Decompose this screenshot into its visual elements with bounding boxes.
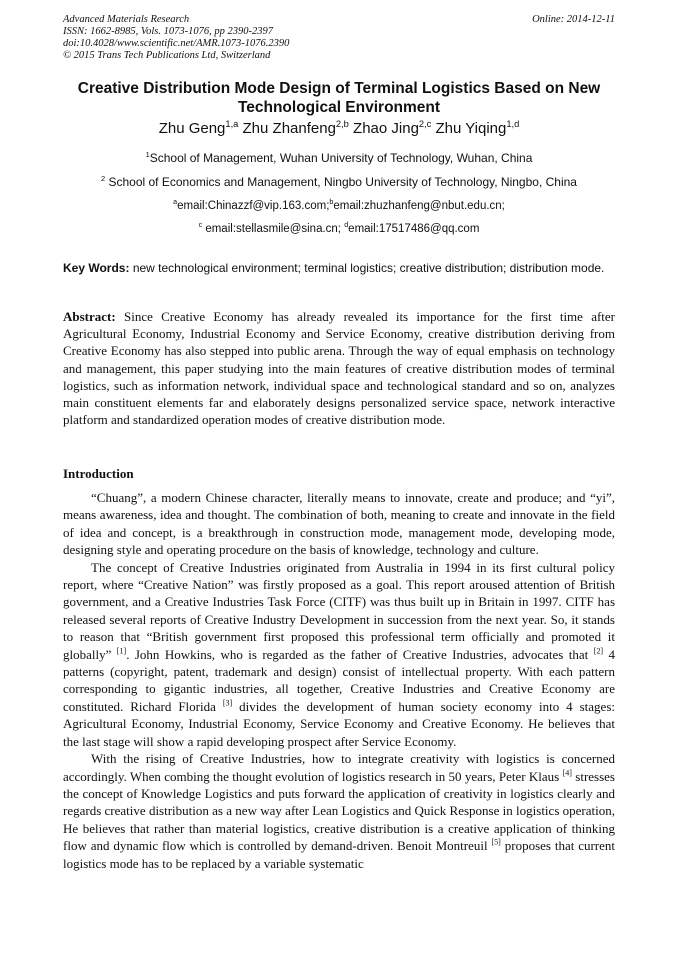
email-address: email:zhuzhanfeng@nbut.edu.cn;	[333, 200, 505, 212]
section-heading: Introduction	[63, 466, 134, 481]
journal-name: Advanced Materials Research	[63, 14, 190, 25]
copyright-line: © 2015 Trans Tech Publications Ltd, Switzerland	[63, 50, 271, 61]
citation: [5]	[491, 837, 501, 847]
email-address: email:stellasmile@sina.cn;	[202, 223, 345, 235]
email-superscript: b	[329, 198, 334, 207]
doi-line: doi:10.4028/www.scientific.net/AMR.1073-1076.2390	[63, 38, 290, 49]
email-superscript: d	[344, 221, 349, 230]
affiliation-2	[63, 175, 615, 189]
author-name: Zhu Zhanfeng	[242, 120, 336, 137]
author-name: Zhu Yiqing	[435, 120, 507, 137]
citation: [4]	[562, 768, 572, 778]
abstract-block	[63, 308, 615, 428]
affiliation-text: School of Management, Wuhan University of Technology, Wuhan, China	[149, 151, 533, 165]
paragraph-text: 4 patterns (copyright, patent, trademark and design) consist of intellectual property. With each pattern corresponding to gigantic industries, all together, Creative Industries and Creative Economy are constituted. Richard Florida	[63, 646, 615, 714]
paragraph-text: divides the development of human society economy into 4 stages: Agricultural Economy, Industrial Economy, Service Economy and Creative Economy. He believes that the last stage will show a rapid developing prospect after Service Economy.	[63, 698, 615, 749]
author-name: Zhao Jing	[353, 120, 419, 137]
author-superscript: 2,b	[335, 119, 349, 129]
paper-title: Creative Distribution Mode Design of Terminal Logistics Based on New Technological Environment	[77, 80, 601, 116]
paragraph-text: proposes that current logistics mode has to be replaced by a variable systematic	[63, 838, 615, 871]
keywords-block	[63, 260, 615, 277]
paragraph	[63, 750, 615, 872]
affiliation-text: School of Economics and Management, Ningbo University of Technology, Ningbo, China	[108, 175, 577, 189]
journal-header	[63, 14, 615, 62]
email-line-1	[63, 199, 615, 213]
abstract-label: Abstract:	[63, 309, 116, 324]
author-list	[63, 120, 615, 138]
issn-line: ISSN: 1662-8985, Vols. 1073-1076, pp 2390-2397	[63, 26, 273, 37]
email-line-2	[63, 222, 615, 236]
author-superscript: 1,d	[506, 119, 520, 129]
affiliation-1	[63, 151, 615, 165]
intro-body	[63, 489, 615, 872]
online-date: Online: 2014-12-11	[532, 14, 615, 25]
email-superscript: a	[173, 198, 178, 207]
affiliation-superscript: 2	[101, 174, 106, 183]
affiliation-superscript: 1	[145, 150, 150, 159]
citation: [2]	[593, 646, 604, 656]
author-superscript: 1,a	[225, 119, 239, 129]
paragraph-text: . John Howkins, who is regarded as the father of Creative Industries, advocates that	[126, 646, 594, 662]
email-superscript: c	[198, 221, 203, 230]
author-name: Zhu Geng	[158, 120, 226, 137]
paragraph-text: The concept of Creative Industries originated from Australia in 1994 in its first cultural policy report, where “Creative Nation” was firstly proposed as a goal. This report aroused attention of British government, and a Creative Industries Task Force (CITF) was thus built up in Britain in 1997. CITF has released several reports of Creative Industry Development in succession from the next year. So, it stands to reason that “British government first proposed this professional term officially and promoted it globally”	[63, 559, 615, 662]
keywords-label: Key Words:	[63, 261, 130, 275]
author-superscript: 2,c	[418, 119, 432, 129]
citation: [3]	[222, 698, 233, 708]
paragraph-text: stresses the concept of Knowledge Logistics and puts forward the application of creativity in logistics clearly and regards creative distribution as a new way after Lean Logistics and Quick Response in logistics operation, He believes that rather than material logistics, creative distribution is a creative application of thinking flow and dynamic flow which is controlled by demand-driven. Benoit Montreuil	[63, 768, 615, 854]
paragraph-text: With the rising of Creative Industries, how to integrate creativity with logistics is concerned accordingly. When combing the thought evolution of logistics research in 50 years, Peter Klaus	[63, 751, 615, 784]
email-address: email:17517486@qq.com	[348, 223, 480, 235]
abstract-text: Since Creative Economy has already revealed its importance for the first time after Agricultural Economy, Industrial Economy and Service Economy, creative distribution deriving from Creative Economy has also stepped into public arena. Through the way of equal emphasis on technology and management, this paper studying into the main features of creative distribution modes of terminal logistics, such as information network, individual space and technological standard and so on, analyzes main constituent elements far and elaborately designs personalized service space, network interactive platform and standardized operation modes of creative distribution mode.	[63, 309, 616, 428]
email-address: email:Chinazzf@vip.163.com;	[177, 200, 330, 212]
citation: [1]	[116, 646, 127, 656]
keywords-text: new technological environment; terminal logistics; creative distribution; distribution mode.	[132, 261, 605, 275]
paragraph	[63, 559, 615, 750]
paragraph: “Chuang”, a modern Chinese character, literally means to innovate, create and produce; and “yi”, means awareness, idea and thought. The combination of both, meaning to create and innovate in the field of idea and concept, is a breakthrough in construction mode, management mode, developing mode, designing style and operating procedure on the basis of knowledge, technology and culture.	[63, 490, 615, 558]
